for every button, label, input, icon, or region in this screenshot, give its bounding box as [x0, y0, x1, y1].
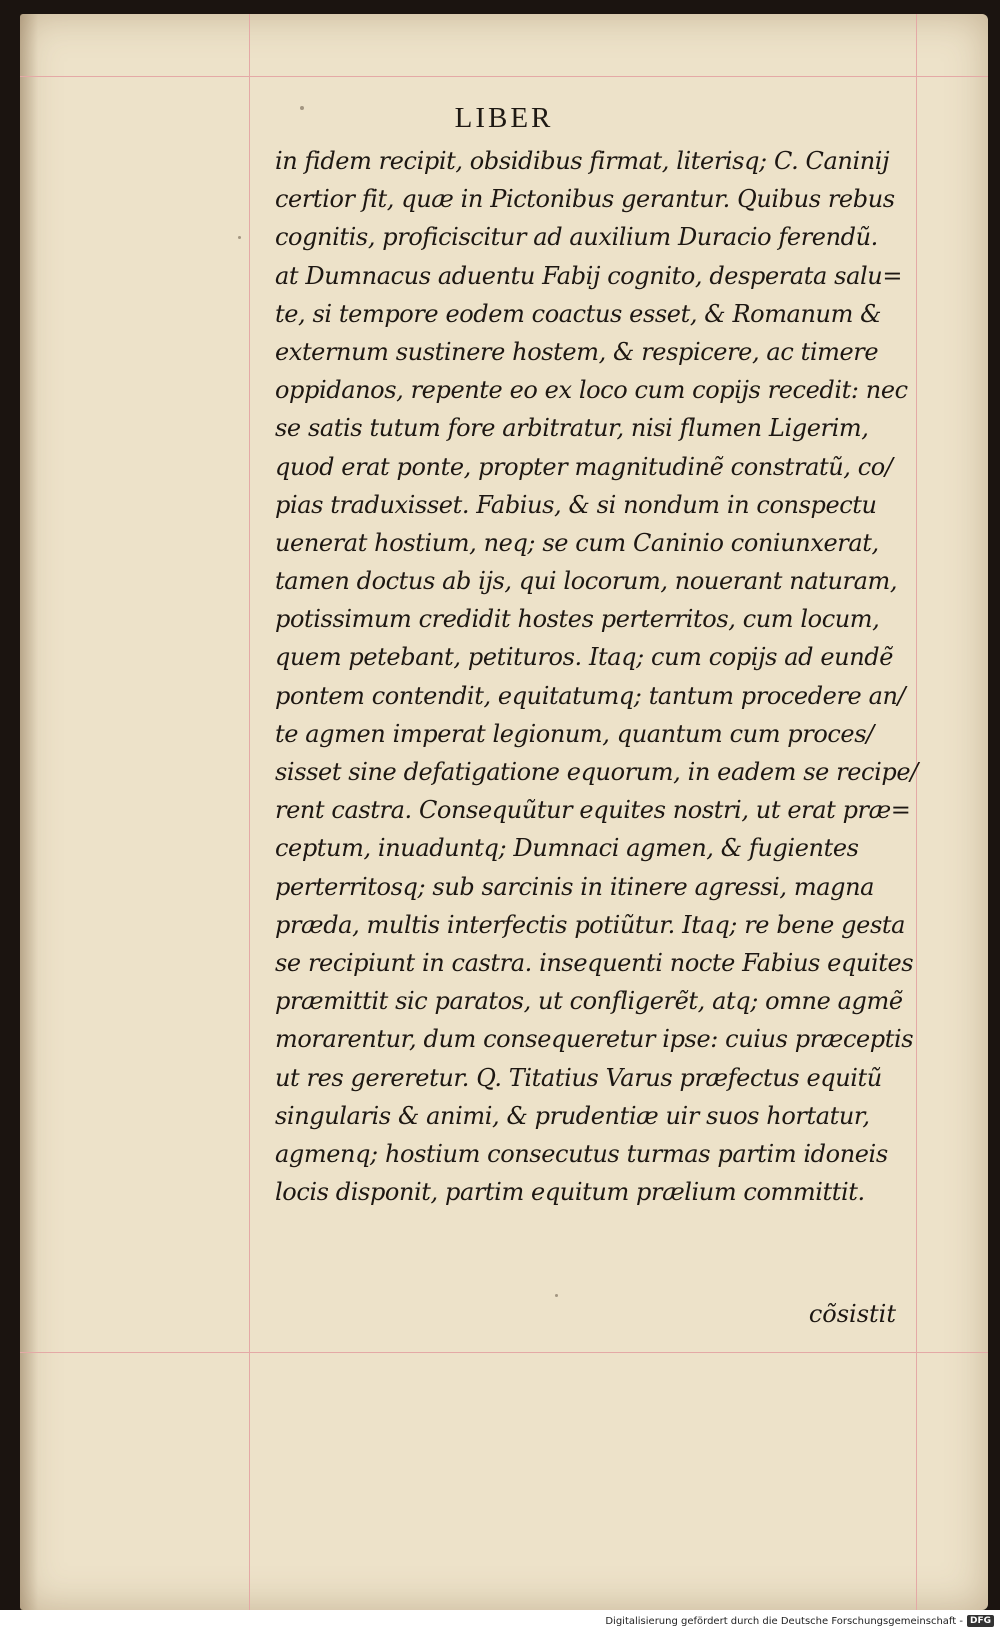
text-line: at Dumnacus aduentu Fabij cognito, desperata salu= — [275, 261, 903, 290]
book-page — [20, 14, 988, 1610]
text-line: præda, multis interfectis potiũtur. Itaq; re bene gesta — [275, 910, 906, 939]
text-line: agmenq; hostium consecutus turmas partim idoneis — [275, 1139, 888, 1168]
text-line: se satis tutum fore arbitratur, nisi flumen Ligerim, — [275, 414, 869, 443]
paper-speck — [238, 236, 241, 239]
text-line: ceptum, inuaduntq; Dumnaci agmen, & fugientes — [275, 834, 859, 863]
text-line: sisset sine defatigatione equorum, in eadem se recipe/ — [275, 758, 918, 786]
text-line: quod erat ponte, propter magnitudinẽ constratũ, co/ — [275, 452, 893, 481]
text-line: locis disponit, partim equitum prælium committit. — [275, 1178, 865, 1207]
running-head: LIBER — [454, 102, 554, 134]
dfg-logo-icon: DFG — [967, 1615, 994, 1627]
paper-speck — [555, 1294, 558, 1297]
text-line: quem petebant, petituros. Itaq; cum copijs ad eundẽ — [275, 643, 894, 672]
text-line: te agmen imperat legionum, quantum cum proces/ — [275, 719, 874, 748]
text-line: pontem contendit, equitatumq; tantum procedere an/ — [275, 681, 906, 710]
text-line: in fidem recipit, obsidibus firmat, literisq; C. Caninij — [275, 147, 890, 175]
text-line: uenerat hostium, neq; se cum Caninio coniunxerat, — [275, 528, 879, 557]
text-line: externum sustinere hostem, & respicere, ac timere — [275, 337, 879, 366]
text-line: pias traduxisset. Fabius, & si nondum in conspectu — [275, 490, 877, 519]
text-line: certior fit, quæ in Pictonibus gerantur. Quibus rebus — [275, 185, 895, 214]
funding-credit: Digitalisierung gefördert durch die Deutsche Forschungsgemeinschaft - — [605, 1615, 963, 1627]
ruling-line-top — [20, 76, 988, 77]
text-line: perterritosq; sub sarcinis in itinere agressi, magna — [275, 872, 875, 901]
text-line: oppidanos, repente eo ex loco cum copijs recedit: nec — [275, 376, 908, 405]
text-line: singularis & animi, & prudentiæ uir suos hortatur, — [275, 1101, 870, 1130]
text-line: tamen doctus ab ijs, qui locorum, nouerant naturam, — [275, 567, 898, 596]
text-block — [275, 142, 935, 1211]
footer-bar — [0, 1610, 1000, 1632]
ruling-line-left — [249, 14, 250, 1610]
text-line: ut res gereretur. Q. Titatius Varus præfectus equitũ — [275, 1063, 882, 1092]
text-line: præmittit sic paratos, ut confligerẽt, atq; omne agmẽ — [275, 987, 903, 1016]
catchword: cõsistit — [808, 1300, 896, 1328]
text-line: morarentur, dum consequeretur ipse: cuius præceptis — [275, 1025, 914, 1054]
text-line: potissimum credidit hostes perterritos, cum locum, — [275, 605, 880, 634]
text-line: te, si tempore eodem coactus esset, & Romanum & — [275, 299, 882, 328]
text-line: se recipiunt in castra. insequenti nocte Fabius equites — [275, 948, 914, 977]
text-line: rent castra. Consequũtur equites nostri, ut erat præ= — [275, 796, 911, 825]
text-line: cognitis, proficiscitur ad auxilium Duracio ferendũ. — [275, 223, 878, 252]
ruling-line-bottom — [20, 1352, 988, 1353]
